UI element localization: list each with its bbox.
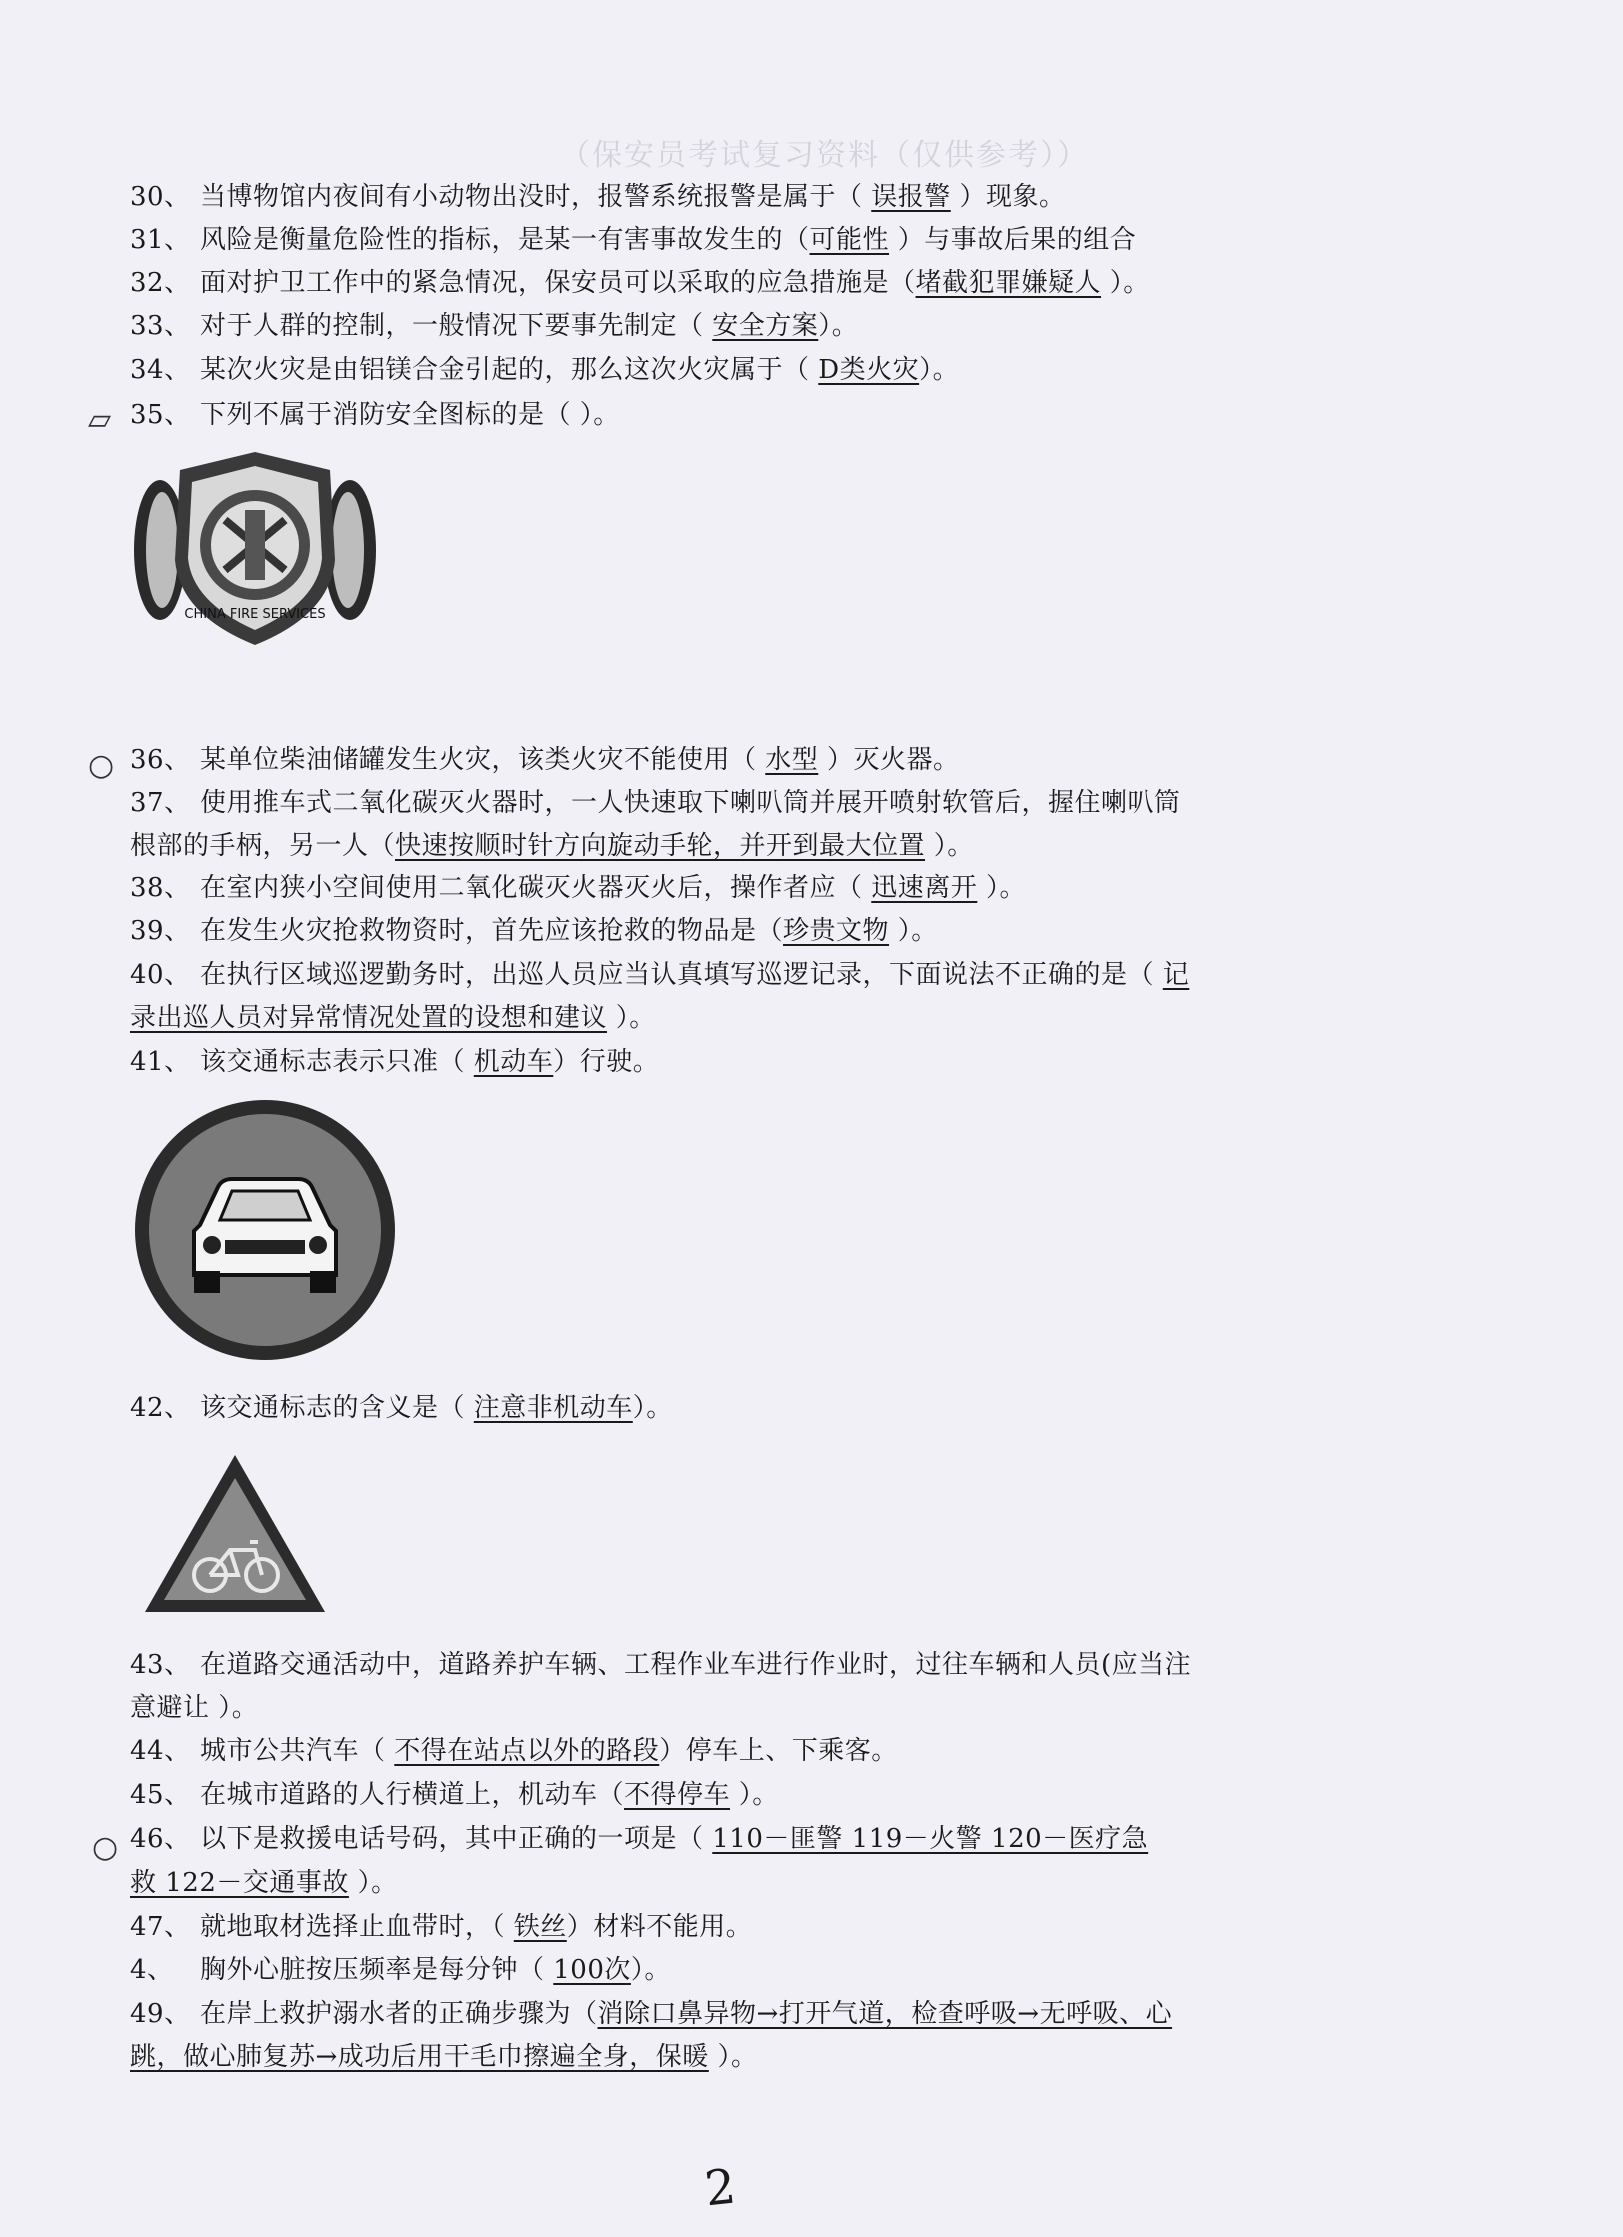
question-47: 47、 就地取材选择止血带时，（ 铁丝）材料不能用。 [130,1912,753,1942]
question-31: 31、 风险是衡量危险性的指标，是某一有害事故发生的（可能性 ）与事故后果的组合 [130,225,1137,255]
question-36: 36、 某单位柴油储罐发生火灾，该类火灾不能使用（ 水型 ）灭火器。 [130,745,960,775]
fire-services-badge-image [130,440,380,660]
margin-mark-36: ○ [88,748,115,783]
page-number: 2 [702,2158,739,2218]
question-48: 4、 胸外心脏按压频率是每分钟（ 100次）。 [130,1955,671,1985]
question-49: 49、 在岸上救护溺水者的正确步骤为（消除口鼻异物→打开气道，检查呼吸→无呼吸、心 [130,1999,1173,2029]
question-49-cont: 跳，做心肺复苏→成功后用干毛巾擦遍全身，保暖 ）。 [130,2042,758,2072]
question-30: 30、 当博物馆内夜间有小动物出没时，报警系统报警是属于（ 误报警 ）现象。 [130,182,1066,212]
question-42: 42、 该交通标志的含义是（ 注意非机动车）。 [130,1393,673,1423]
margin-mark-35: ▱ [88,402,112,437]
question-44: 44、 城市公共汽车（ 不得在站点以外的路段）停车上、下乘客。 [130,1736,898,1766]
motor-vehicle-only-sign-image [130,1095,400,1365]
question-35: 35、 下列不属于消防安全图标的是（ ）。 [130,400,620,430]
question-41: 41、 该交通标志表示只准（ 机动车）行驶。 [130,1047,660,1077]
badge-text: CHINA FIRE SERVICES [184,607,326,622]
non-motor-vehicle-warning-sign-image [140,1450,330,1620]
question-38: 38、 在室内狭小空间使用二氧化碳灭火器灭火后，操作者应（ 迅速离开 ）。 [130,873,1027,903]
question-39: 39、 在发生火灾抢救物资时，首先应该抢救的物品是（珍贵文物 ）。 [130,916,938,946]
question-43: 43、 在道路交通活动中，道路养护车辆、工程作业车进行作业时，过往车辆和人员(应当注 [130,1650,1192,1680]
bleed-through-title: （保安员考试复习资料（仅供参考）） [560,138,1089,173]
question-34: 34、 某次火灾是由铝镁合金引起的，那么这次火灾属于（ D类火灾）。 [130,355,960,385]
question-40: 40、 在执行区域巡逻勤务时，出巡人员应当认真填写巡逻记录，下面说法不正确的是（ 记 [130,960,1190,990]
question-37-cont: 根部的手柄，另一人（快速按顺时针方向旋动手轮，并开到最大位置 ）。 [130,831,974,861]
question-46: 46、 以下是救援电话号码，其中正确的一项是（ 110－匪警 119－火警 120－医疗急 [130,1824,1149,1854]
question-46-cont: 救 122－交通事故 ）。 [130,1868,398,1898]
question-45: 45、 在城市道路的人行横道上，机动车（不得停车 ）。 [130,1780,779,1810]
question-40-cont: 录出巡人员对异常情况处置的设想和建议 ）。 [130,1003,656,1033]
margin-mark-46: ○ [92,1830,119,1865]
question-37: 37、 使用推车式二氧化碳灭火器时，一人快速取下喇叭筒并展开喷射软管后，握住喇叭筒 [130,788,1181,818]
question-32: 32、 面对护卫工作中的紧急情况，保安员可以采取的应急措施是（堵截犯罪嫌疑人 ）。 [130,268,1150,298]
question-43-cont: 意避让 ）。 [130,1693,259,1723]
question-33: 33、 对于人群的控制，一般情况下要事先制定（ 安全方案）。 [130,311,859,341]
